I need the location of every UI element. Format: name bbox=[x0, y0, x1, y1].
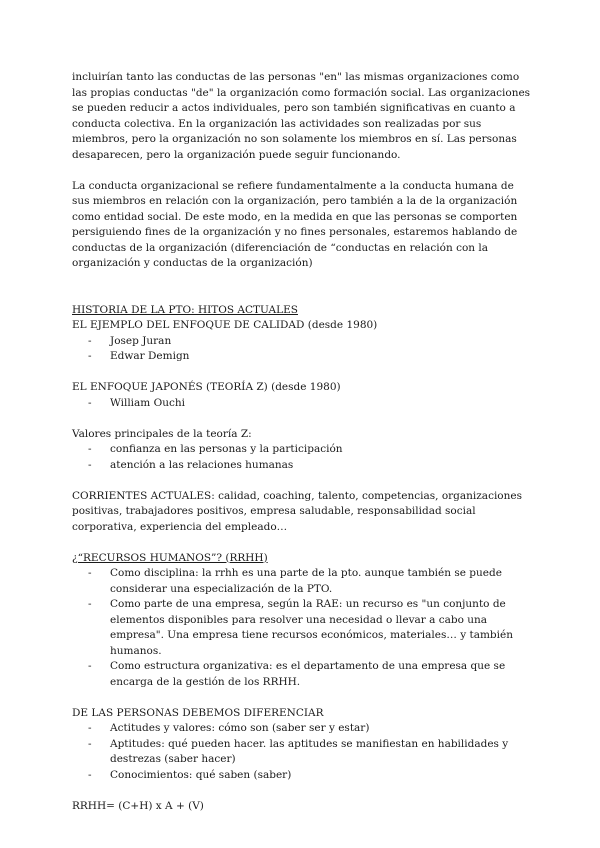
historia-heading: HISTORIA DE LA PTO: HITOS ACTUALES bbox=[72, 303, 298, 316]
list-item: - Josep Juran bbox=[72, 334, 534, 350]
calidad-title: EL EJEMPLO DEL ENFOQUE DE CALIDAD (desde 1980) bbox=[72, 319, 378, 331]
rrhh-heading: ¿“RECURSOS HUMANOS”? (RRHH) bbox=[72, 551, 268, 564]
list-item: - Conocimientos: qué saben (saber) bbox=[72, 768, 534, 784]
list-item: - Como parte de una empresa, según la RAE: un recurso es "un conjunto de elementos disponibles para resolver una necesidad o llevar a cabo una empresa". Una empresa tiene recursos económicos, materiales… y también humanos. bbox=[72, 597, 534, 659]
corrientes-paragraph: CORRIENTES ACTUALES: calidad, coaching, talento, competencias, organizaciones positivas, trabajadores positivos, empresa saludable, responsabilidad social corporativa, experiencia del empleado… bbox=[72, 489, 522, 533]
document-page bbox=[72, 70, 534, 814]
valores-list bbox=[72, 442, 534, 473]
list-item: - atención a las relaciones humanas bbox=[72, 458, 534, 474]
list-item: - Como estructura organizativa: es el departamento de una empresa que se encarga de la gestión de los RRHH. bbox=[72, 659, 534, 690]
intro-paragraph-1: incluirían tanto las conductas de las personas "en" las mismas organizaciones como las propias conductas "de" la organización como formación social. Las organizaciones se pueden reducir a actos individuales, pero son también significativas en cuanto a conducta colectiva. En la organización las actividades son realizadas por sus miembros, pero la organización no son solamente los miembros en sí. Las personas desaparecen, pero la organización puede seguir funcionando. bbox=[72, 71, 531, 161]
japones-list bbox=[72, 396, 534, 412]
diferenciar-list bbox=[72, 721, 534, 783]
rrhh-formula: RRHH= (C+H) x A + (V) bbox=[72, 799, 204, 812]
list-item: - Actitudes y valores: cómo son (saber ser y estar) bbox=[72, 721, 534, 737]
list-item: - Edwar Demign bbox=[72, 349, 534, 365]
list-item: - confianza en las personas y la participación bbox=[72, 442, 534, 458]
diferenciar-title: DE LAS PERSONAS DEBEMOS DIFERENCIAR bbox=[72, 706, 324, 719]
list-item: - William Ouchi bbox=[72, 396, 534, 412]
japones-title: EL ENFOQUE JAPONÉS (TEORÍA Z) (desde 1980) bbox=[72, 381, 341, 393]
list-item: - Aptitudes: qué pueden hacer. las aptitudes se manifiestan en habilidades y destrezas (saber hacer) bbox=[72, 737, 534, 768]
list-item: - Como disciplina: la rrhh es una parte de la pto. aunque también se puede considerar una especialización de la PTO. bbox=[72, 566, 534, 597]
intro-paragraph-2: La conducta organizacional se refiere fundamentalmente a la conducta humana de sus miembros en relación con la organización, pero también a la de la organización como entidad social. De este modo, en la medida en que las personas se comporten persiguiendo fines de la organización y no fines personales, estaremos hablando de conductas de la organización (diferenciación de “conductas en relación con la organización y conductas de la organización) bbox=[72, 179, 518, 269]
calidad-list bbox=[72, 334, 534, 365]
valores-title: Valores principales de la teoría Z: bbox=[72, 427, 252, 440]
rrhh-list bbox=[72, 566, 534, 690]
